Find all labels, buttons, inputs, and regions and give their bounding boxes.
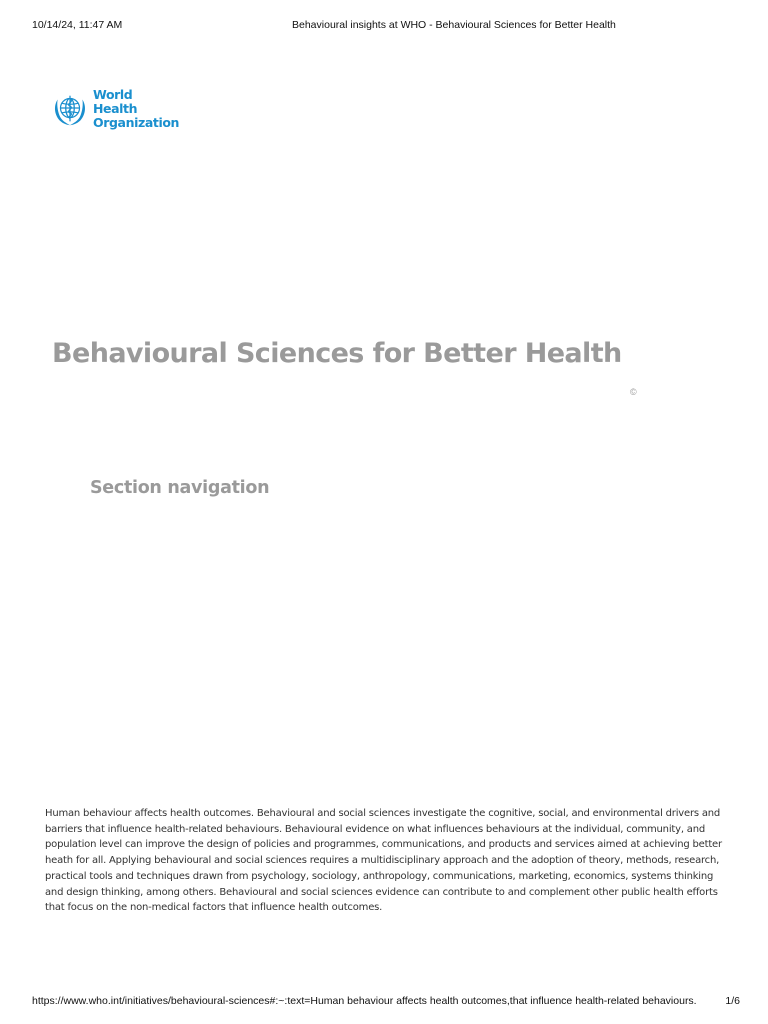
who-emblem-icon bbox=[51, 90, 89, 128]
page-title: Behavioural Sciences for Better Health bbox=[52, 338, 622, 369]
intro-paragraph: Human behaviour affects health outcomes. Behavioural and social sciences investigate the cognitive, social, and environmental drivers and barriers that influence health-related behaviours. Behavioural evidence on what influences behaviours at the individual, community, and population level can improve the design of policies and programmes, communications, and products and services aimed at achieving better heath for all. Applying behavioural and social sciences requires a multidisciplinary approach and the adoption of theory, methods, research, practical tools and techniques drawn from psychology, sociology, anthropology, communications, marketing, economics, systems thinking and design thinking, among others. Behavioural and social sciences evidence can contribute to and complement other public health efforts that focus on the non-medical factors that influence health outcomes. bbox=[45, 808, 722, 914]
print-header bbox=[32, 19, 740, 33]
page-number: 1/6 bbox=[725, 995, 740, 1007]
who-logo-text bbox=[93, 88, 179, 130]
print-datetime: 10/14/24, 11:47 AM bbox=[32, 19, 123, 31]
section-navigation-heading[interactable]: Section navigation bbox=[90, 478, 270, 498]
print-url: https://www.who.int/initiatives/behavioural-sciences#:~:text=Human behaviour affects health outcomes,that influence health-related behaviours. bbox=[32, 995, 697, 1007]
copyright-icon[interactable]: © bbox=[630, 387, 637, 397]
print-page-title: Behavioural insights at WHO - Behavioural Sciences for Better Health bbox=[292, 19, 616, 31]
logo-line-2: Organization bbox=[93, 115, 180, 130]
print-footer bbox=[32, 995, 740, 1009]
logo-line-1: World Health bbox=[93, 87, 138, 116]
who-logo[interactable] bbox=[51, 87, 180, 130]
